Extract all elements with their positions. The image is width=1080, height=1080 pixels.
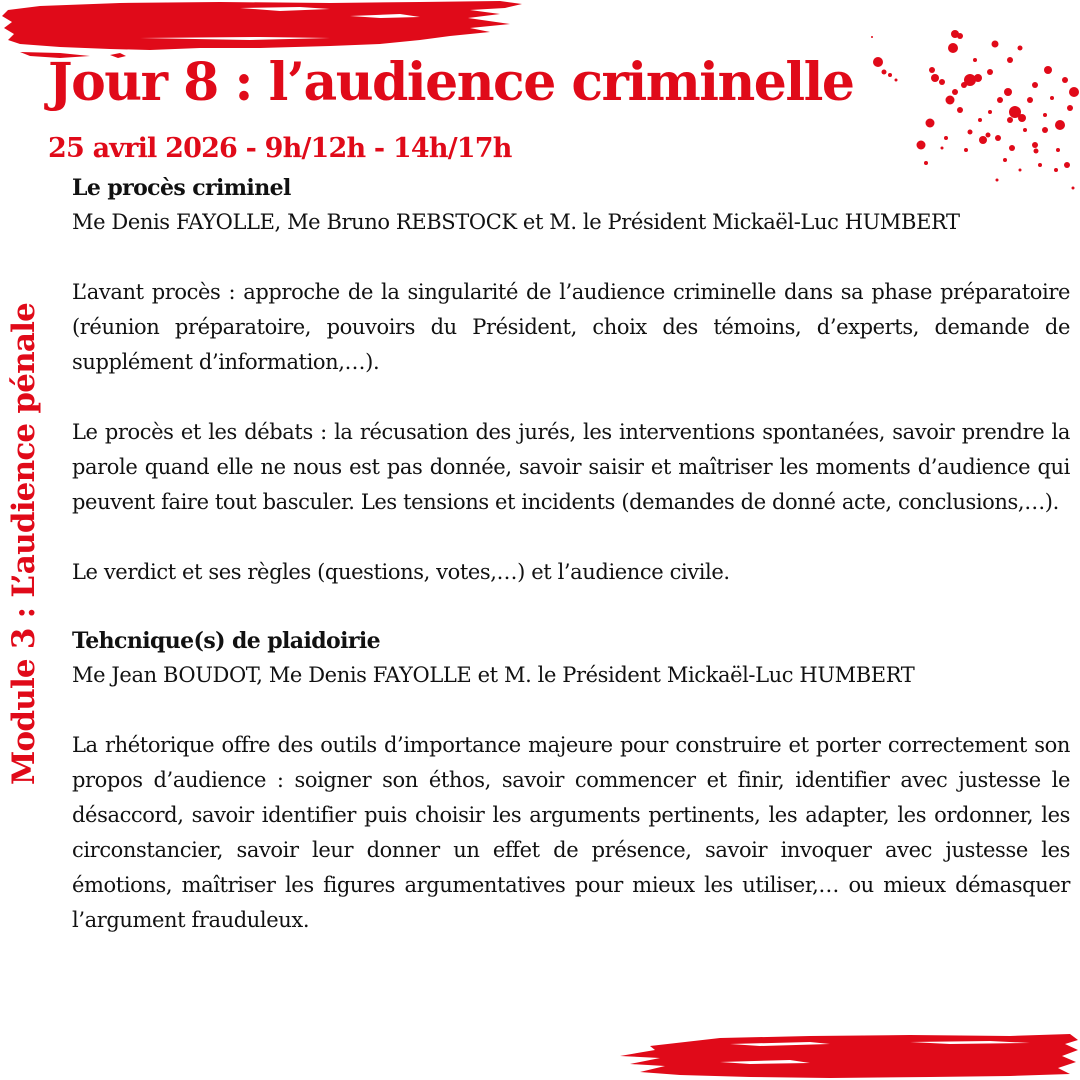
paragraph: La rhétorique offre des outils d’importance majeure pour construire et porter correctement son propos d’audience : soigner son éthos, savoir commencer et finir, identifier avec justesse le désaccord, savoir identifier puis choisir les arguments pertinents, les adapter, les ordonner, les circonstancier, savoir leur donner un effet de présence, savoir invoquer avec justesse les émotions, maîtriser les figures argumentatives pour mieux les utiliser,… ou mieux démasquer l’argument frauduleux. <box>72 733 1070 932</box>
speakers-line: Me Jean BOUDOT, Me Denis FAYOLLE et M. le Président Mickaël-Luc HUMBERT <box>72 663 915 687</box>
page-title: Jour 8 : l’audience criminelle <box>48 52 854 113</box>
paragraph: Le verdict et ses règles (questions, votes,…) et l’audience civile. <box>72 560 730 584</box>
speakers-line: Me Denis FAYOLLE, Me Bruno REBSTOCK et M. le Président Mickaël-Luc HUMBERT <box>72 210 960 234</box>
module-label-text: Module 3 : L’audience pénale <box>6 302 43 786</box>
brush-stroke-bottom-decoration <box>610 1030 1080 1080</box>
program-content <box>72 171 1070 938</box>
section-heading: Le procès criminel <box>72 175 291 201</box>
section-heading: Tehcnique(s) de plaidoirie <box>72 628 380 654</box>
section-proces-criminel <box>72 171 1070 624</box>
date-and-hours: 25 avril 2026 - 9h/12h - 14h/17h <box>48 133 512 164</box>
section-technique-plaidoirie <box>72 624 1070 938</box>
paragraph: L’avant procès : approche de la singularité de l’audience criminelle dans sa phase préparatoire (réunion préparatoire, pouvoirs du Président, choix des témoins, d’experts, demande de supplément d’information,…). <box>72 280 1070 374</box>
module-side-label <box>2 290 46 798</box>
paragraph: Le procès et les débats : la récusation des jurés, les interventions spontanées, savoir prendre la parole quand elle ne nous est pas donnée, savoir saisir et maîtriser les moments d’audience qui peuvent faire tout basculer. Les tensions et incidents (demandes de donné acte, conclusions,…). <box>72 420 1070 514</box>
